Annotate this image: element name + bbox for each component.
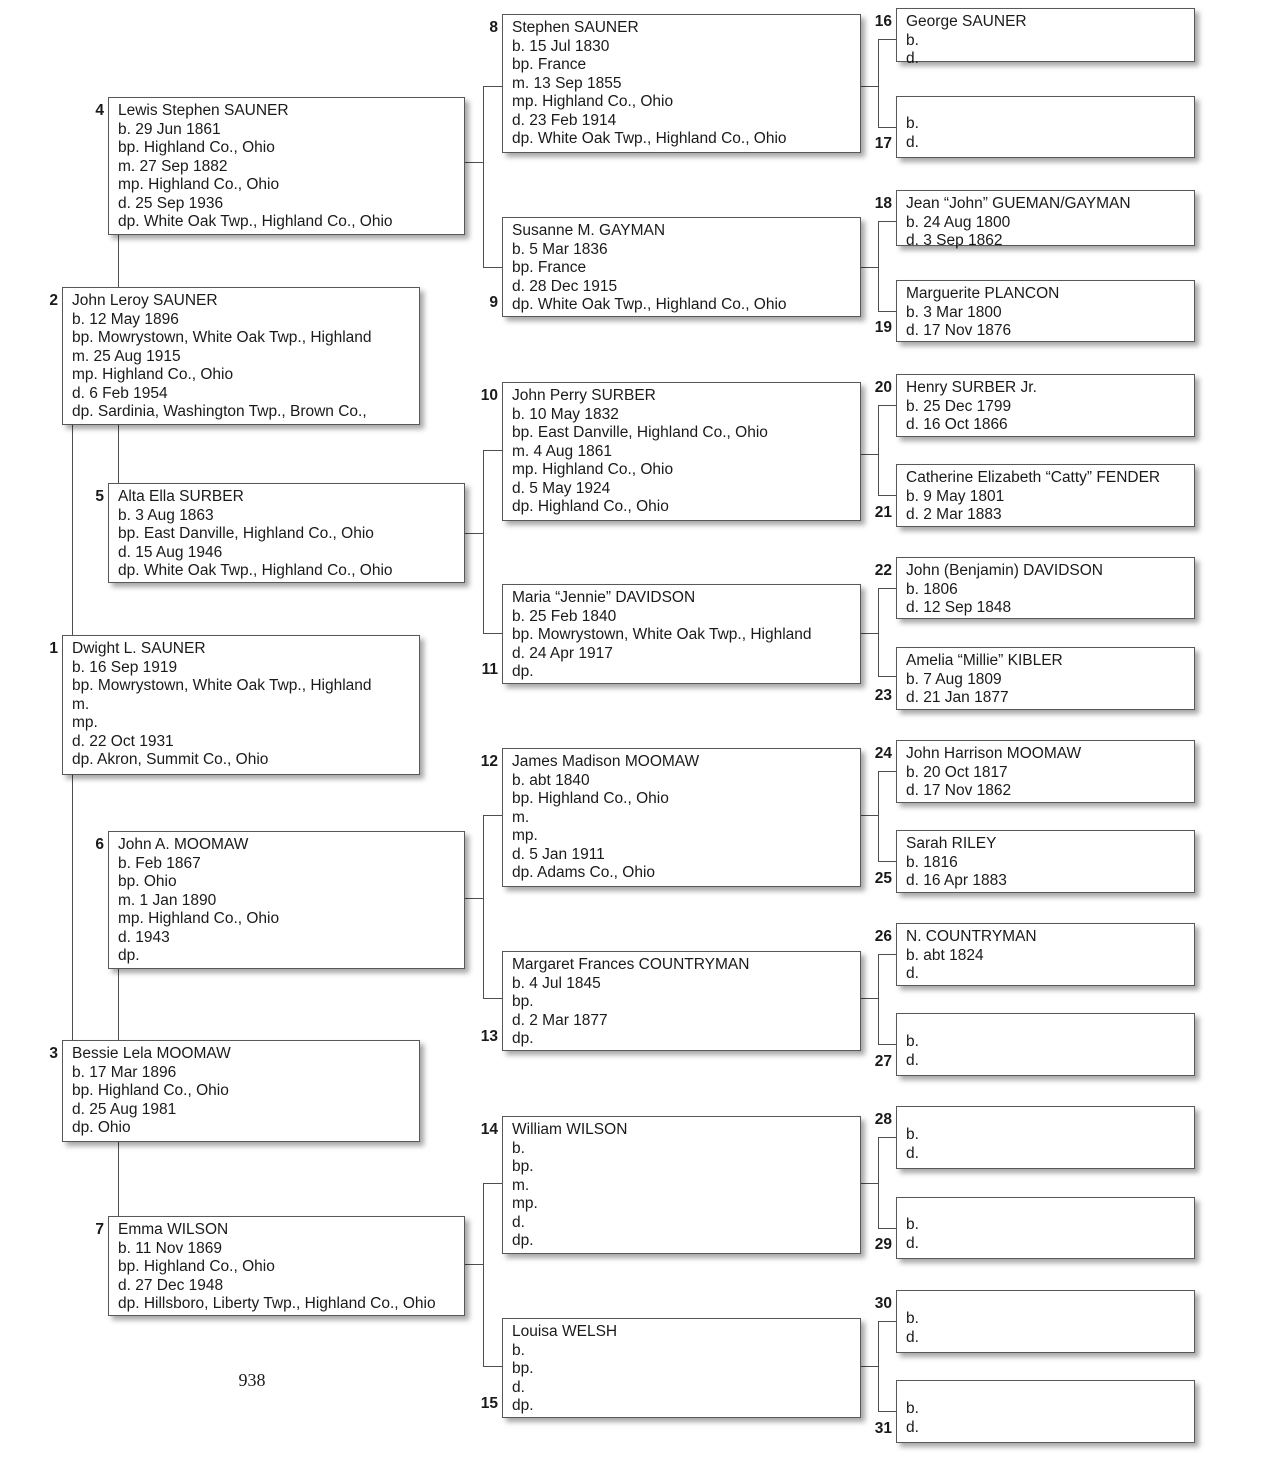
person-detail: mp. Highland Co., Ohio <box>118 176 280 193</box>
person-box-19 <box>874 280 1195 342</box>
person-detail: d. 17 Nov 1876 <box>906 322 1012 339</box>
person-number: 18 <box>874 195 892 212</box>
person-detail: dp. <box>512 663 534 680</box>
connector-line <box>878 405 879 495</box>
person-number: 20 <box>874 379 892 396</box>
person-number: 22 <box>874 562 892 579</box>
person-box-22 <box>874 557 1195 619</box>
person-detail: d. 23 Feb 1914 <box>512 111 617 129</box>
connector-line <box>861 454 878 455</box>
person-box-25 <box>874 830 1195 893</box>
person-detail: mp. <box>512 827 538 844</box>
person-box-10 <box>480 382 861 521</box>
person-name: John Leroy SAUNER <box>72 292 218 309</box>
person-detail: bp. <box>512 1158 534 1175</box>
person-box-15 <box>480 1318 861 1418</box>
connector-line <box>878 1321 896 1322</box>
person-detail: dp. <box>512 1030 534 1047</box>
connector-line <box>878 771 896 772</box>
person-detail: b. 4 Jul 1845 <box>512 974 601 992</box>
person-number: 23 <box>874 687 892 704</box>
connector-line <box>861 633 878 634</box>
person-detail: d. <box>906 1328 919 1346</box>
person-number: 15 <box>480 1395 498 1412</box>
person-detail: d. 22 Oct 1931 <box>72 732 174 750</box>
person-name: James Madison MOOMAW <box>512 753 700 770</box>
person-name: N. COUNTRYMAN <box>906 928 1037 945</box>
person-detail: mp. Highland Co., Ohio <box>72 366 234 383</box>
person-detail: m. <box>512 808 530 826</box>
person-number: 2 <box>49 292 58 309</box>
connector-line <box>878 311 896 312</box>
person-detail: mp. Highland Co., Ohio <box>512 461 674 478</box>
connector-line <box>483 86 502 87</box>
person-box-27 <box>874 1013 1195 1076</box>
person-detail: d. <box>906 1051 919 1069</box>
person-detail: dp. Akron, Summit Co., Ohio <box>72 751 269 768</box>
connector-line <box>861 267 878 268</box>
person-detail: dp. White Oak Twp., Highland Co., Ohio <box>118 213 393 230</box>
person-detail: b. 3 Aug 1863 <box>118 506 214 524</box>
person-number: 27 <box>874 1053 892 1070</box>
person-detail: bp. Highland Co., Ohio <box>118 1258 275 1275</box>
person-name: Sarah RILEY <box>906 835 997 852</box>
person-number: 30 <box>874 1295 892 1312</box>
person-detail: b. <box>906 1400 919 1417</box>
person-detail: b. abt 1840 <box>512 771 590 789</box>
person-detail: bp. East Danville, Highland Co., Ohio <box>118 525 374 542</box>
person-number: 4 <box>95 102 104 119</box>
person-detail: m. 4 Aug 1861 <box>512 442 612 460</box>
person-box-3 <box>49 1040 420 1142</box>
person-detail: d. 24 Apr 1917 <box>512 644 613 662</box>
person-detail: b. <box>906 1033 919 1050</box>
person-detail: d. <box>906 965 919 982</box>
page-number: 938 <box>238 1370 266 1390</box>
person-box-28 <box>874 1106 1195 1169</box>
person-detail: d. <box>906 1234 919 1252</box>
connector-line <box>878 127 896 128</box>
person-number: 17 <box>874 135 892 152</box>
person-detail: d. 5 May 1924 <box>512 479 611 497</box>
connector-line <box>878 954 879 1044</box>
person-detail: b. 17 Mar 1896 <box>72 1063 177 1081</box>
person-detail: dp. Hillsboro, Liberty Twp., Highland Co., Ohio <box>118 1295 436 1312</box>
person-detail: b. 20 Oct 1817 <box>906 763 1008 781</box>
connector-line <box>483 267 502 268</box>
person-name: Bessie Lela MOOMAW <box>72 1045 231 1062</box>
person-detail: b. 9 May 1801 <box>906 487 1005 505</box>
person-number: 13 <box>480 1028 498 1045</box>
person-box-2 <box>49 287 420 425</box>
person-number: 19 <box>874 319 892 336</box>
person-name: Emma WILSON <box>118 1221 229 1238</box>
person-detail: mp. Highland Co., Ohio <box>118 910 280 927</box>
person-box-13 <box>480 951 861 1051</box>
connector-line <box>861 1366 878 1367</box>
person-detail: d. <box>512 1378 525 1396</box>
person-detail: dp. Adams Co., Ohio <box>512 864 656 881</box>
person-detail: d. <box>906 1144 919 1162</box>
person-detail: dp. White Oak Twp., Highland Co., Ohio <box>512 130 787 147</box>
person-detail: bp. <box>512 1360 534 1377</box>
connector-line <box>878 1137 896 1138</box>
person-box-23 <box>874 647 1195 710</box>
person-detail: b. 25 Dec 1799 <box>906 397 1012 415</box>
person-detail: d. <box>512 1213 525 1231</box>
person-detail: b. 3 Mar 1800 <box>906 303 1002 321</box>
person-detail: b. 11 Nov 1869 <box>118 1239 222 1257</box>
connector-line <box>878 221 896 222</box>
connector-line <box>878 676 896 677</box>
person-box-20 <box>874 374 1195 437</box>
person-box-7 <box>95 1216 465 1316</box>
person-box-29 <box>874 1197 1195 1259</box>
connector-line <box>465 898 483 899</box>
person-name: Catherine Elizabeth “Catty” FENDER <box>906 469 1161 486</box>
person-detail: b. <box>512 1139 525 1157</box>
person-number: 1 <box>49 640 58 657</box>
person-number: 7 <box>95 1221 104 1238</box>
person-detail: bp. <box>512 993 534 1010</box>
person-detail: b. <box>906 1216 919 1233</box>
person-number: 21 <box>874 504 892 521</box>
person-box-16 <box>874 8 1195 67</box>
connector-line <box>878 405 896 406</box>
connector-line <box>861 998 878 999</box>
person-detail: dp. White Oak Twp., Highland Co., Ohio <box>118 562 393 579</box>
connector-line <box>861 815 878 816</box>
person-detail: d. 5 Jan 1911 <box>512 845 605 863</box>
person-detail: d. 1943 <box>118 928 170 946</box>
person-name: John (Benjamin) DAVIDSON <box>906 562 1103 579</box>
person-detail: d. 21 Jan 1877 <box>906 689 1009 706</box>
person-detail: bp. Mowrystown, White Oak Twp., Highland <box>72 329 372 346</box>
connector-line <box>861 86 878 87</box>
person-number: 24 <box>874 745 892 762</box>
person-detail: d. 28 Dec 1915 <box>512 277 618 295</box>
person-detail: d. <box>906 1418 919 1436</box>
person-number: 16 <box>874 13 892 30</box>
person-detail: b. 25 Feb 1840 <box>512 607 617 625</box>
person-detail: mp. <box>512 1195 538 1212</box>
person-detail: d. 12 Sep 1848 <box>906 599 1012 616</box>
person-detail: mp. <box>72 714 98 731</box>
person-number: 5 <box>95 488 104 505</box>
person-name: Dwight L. SAUNER <box>72 640 206 657</box>
person-name: John Perry SURBER <box>512 387 656 404</box>
connector-line <box>878 588 896 589</box>
person-name: Louisa WELSH <box>512 1323 618 1340</box>
person-box-18 <box>874 190 1195 249</box>
person-detail: b. <box>906 1310 919 1327</box>
person-box-4 <box>95 97 465 235</box>
person-box-21 <box>874 464 1195 527</box>
person-detail: d. 2 Mar 1877 <box>512 1011 608 1029</box>
person-name: Stephen SAUNER <box>512 19 639 36</box>
person-detail: bp. France <box>512 259 587 276</box>
connector-line <box>878 1321 879 1411</box>
connector-line <box>465 1264 483 1265</box>
person-number: 8 <box>489 19 498 36</box>
person-number: 25 <box>874 870 892 887</box>
person-name: John Harrison MOOMAW <box>906 745 1082 762</box>
person-number: 6 <box>95 836 104 853</box>
person-detail: b. <box>906 1126 919 1143</box>
connector-line <box>483 1183 502 1184</box>
person-name: George SAUNER <box>906 13 1027 30</box>
person-detail: dp. Sardinia, Washington Twp., Brown Co., <box>72 403 367 420</box>
person-box-17 <box>874 96 1195 158</box>
connector-line <box>878 861 896 862</box>
person-name: William WILSON <box>512 1121 628 1138</box>
person-detail: m. 13 Sep 1855 <box>512 74 622 92</box>
person-detail: b. 7 Aug 1809 <box>906 670 1002 688</box>
connector-line <box>483 815 484 998</box>
person-detail: bp. Mowrystown, White Oak Twp., Highland <box>512 626 812 643</box>
person-number: 9 <box>489 294 498 311</box>
person-number: 26 <box>874 928 892 945</box>
person-detail: b. 29 Jun 1861 <box>118 120 221 138</box>
person-detail: bp. Mowrystown, White Oak Twp., Highland <box>72 677 372 694</box>
connector-line <box>483 633 502 634</box>
person-detail: dp. <box>512 1232 534 1249</box>
connector-line <box>878 1044 896 1045</box>
person-detail: mp. Highland Co., Ohio <box>512 93 674 110</box>
person-detail: d. <box>906 133 919 151</box>
connector-line <box>483 450 484 633</box>
person-detail: b. 10 May 1832 <box>512 405 619 423</box>
person-number: 14 <box>480 1121 498 1138</box>
person-detail: dp. Ohio <box>72 1119 131 1136</box>
person-name: Alta Ella SURBER <box>118 488 244 505</box>
connector-line <box>878 1411 896 1412</box>
connector-line <box>878 771 879 861</box>
person-detail: d. 15 Aug 1946 <box>118 543 223 561</box>
person-number: 12 <box>480 753 498 770</box>
person-detail: d. 2 Mar 1883 <box>906 506 1002 523</box>
connector-line <box>878 954 896 955</box>
person-detail: bp. France <box>512 56 587 73</box>
person-detail: b. 15 Jul 1830 <box>512 37 610 55</box>
person-detail: d. 25 Aug 1981 <box>72 1100 177 1118</box>
person-detail: b. <box>512 1341 525 1359</box>
person-detail: bp. Highland Co., Ohio <box>72 1082 229 1099</box>
person-detail: d. 16 Oct 1866 <box>906 416 1008 433</box>
person-number: 11 <box>481 661 498 678</box>
person-detail: dp. White Oak Twp., Highland Co., Ohio <box>512 296 787 313</box>
person-name: Marguerite PLANCON <box>906 285 1060 302</box>
person-detail: b. 24 Aug 1800 <box>906 213 1011 231</box>
person-number: 28 <box>874 1111 892 1128</box>
person-box-30 <box>874 1290 1195 1353</box>
person-detail: dp. Highland Co., Ohio <box>512 498 669 515</box>
connector-line <box>483 815 502 816</box>
person-box-12 <box>480 748 861 887</box>
person-name: Margaret Frances COUNTRYMAN <box>512 956 750 973</box>
person-name: Susanne M. GAYMAN <box>512 222 666 239</box>
person-detail: d. 3 Sep 1862 <box>906 232 1003 249</box>
person-name: Jean “John” GUEMAN/GAYMAN <box>906 195 1131 212</box>
person-number: 31 <box>874 1420 892 1437</box>
connector-line <box>483 86 484 267</box>
person-detail: dp. <box>118 947 140 964</box>
person-detail: b. 1806 <box>906 580 958 598</box>
person-name: Amelia “Millie” KIBLER <box>906 652 1063 669</box>
person-detail: b. 1816 <box>906 853 958 871</box>
connector-line <box>878 39 879 127</box>
person-detail: bp. Ohio <box>118 873 177 890</box>
connector-line <box>878 588 879 676</box>
person-box-14 <box>480 1116 861 1254</box>
person-number: 10 <box>480 387 498 404</box>
person-number: 29 <box>874 1236 892 1253</box>
person-detail: bp. Highland Co., Ohio <box>118 139 275 156</box>
person-detail: m. 25 Aug 1915 <box>72 347 181 365</box>
connector-line <box>878 221 879 311</box>
person-box-26 <box>874 923 1195 986</box>
person-name: Henry SURBER Jr. <box>906 379 1037 396</box>
person-detail: b. <box>906 31 919 49</box>
person-detail: m. 1 Jan 1890 <box>118 891 217 909</box>
person-detail: m. <box>72 695 90 713</box>
connector-line <box>483 1366 502 1367</box>
person-detail: bp. Highland Co., Ohio <box>512 790 669 807</box>
connector-line <box>465 162 483 163</box>
person-box-9 <box>489 217 861 317</box>
person-detail: dp. <box>512 1397 534 1414</box>
connector-line <box>878 1228 896 1229</box>
person-detail: bp. East Danville, Highland Co., Ohio <box>512 424 768 441</box>
person-box-1 <box>49 635 420 775</box>
person-detail: d. 27 Dec 1948 <box>118 1276 224 1294</box>
person-name: Maria “Jennie” DAVIDSON <box>512 589 696 606</box>
person-detail: d. 25 Sep 1936 <box>118 194 224 212</box>
connector-line <box>483 998 502 999</box>
connector-line <box>465 533 483 534</box>
connector-line <box>861 1183 878 1184</box>
person-detail: b. abt 1824 <box>906 946 984 964</box>
person-detail: d. 16 Apr 1883 <box>906 872 1007 889</box>
person-box-6 <box>95 831 465 969</box>
person-name: John A. MOOMAW <box>118 836 249 853</box>
person-detail: d. <box>906 50 919 67</box>
connector-line <box>878 495 896 496</box>
person-name: Lewis Stephen SAUNER <box>118 102 289 119</box>
person-detail: b. 16 Sep 1919 <box>72 658 178 676</box>
person-detail: b. Feb 1867 <box>118 854 201 872</box>
person-detail: d. 17 Nov 1862 <box>906 782 1012 799</box>
connector-line <box>878 39 896 40</box>
person-number: 3 <box>49 1045 58 1062</box>
connector-line <box>878 1137 879 1228</box>
person-box-8 <box>489 14 861 153</box>
person-box-5 <box>95 483 465 583</box>
connector-line <box>483 1183 484 1366</box>
person-box-31 <box>874 1380 1195 1443</box>
connector-line <box>483 450 502 451</box>
person-detail: b. 5 Mar 1836 <box>512 240 608 258</box>
person-detail: b. <box>906 115 919 132</box>
person-box-11 <box>481 584 861 684</box>
person-detail: m. 27 Sep 1882 <box>118 157 228 175</box>
person-box-24 <box>874 740 1195 803</box>
person-detail: m. <box>512 1176 530 1194</box>
person-detail: b. 12 May 1896 <box>72 310 179 328</box>
person-detail: d. 6 Feb 1954 <box>72 384 168 402</box>
